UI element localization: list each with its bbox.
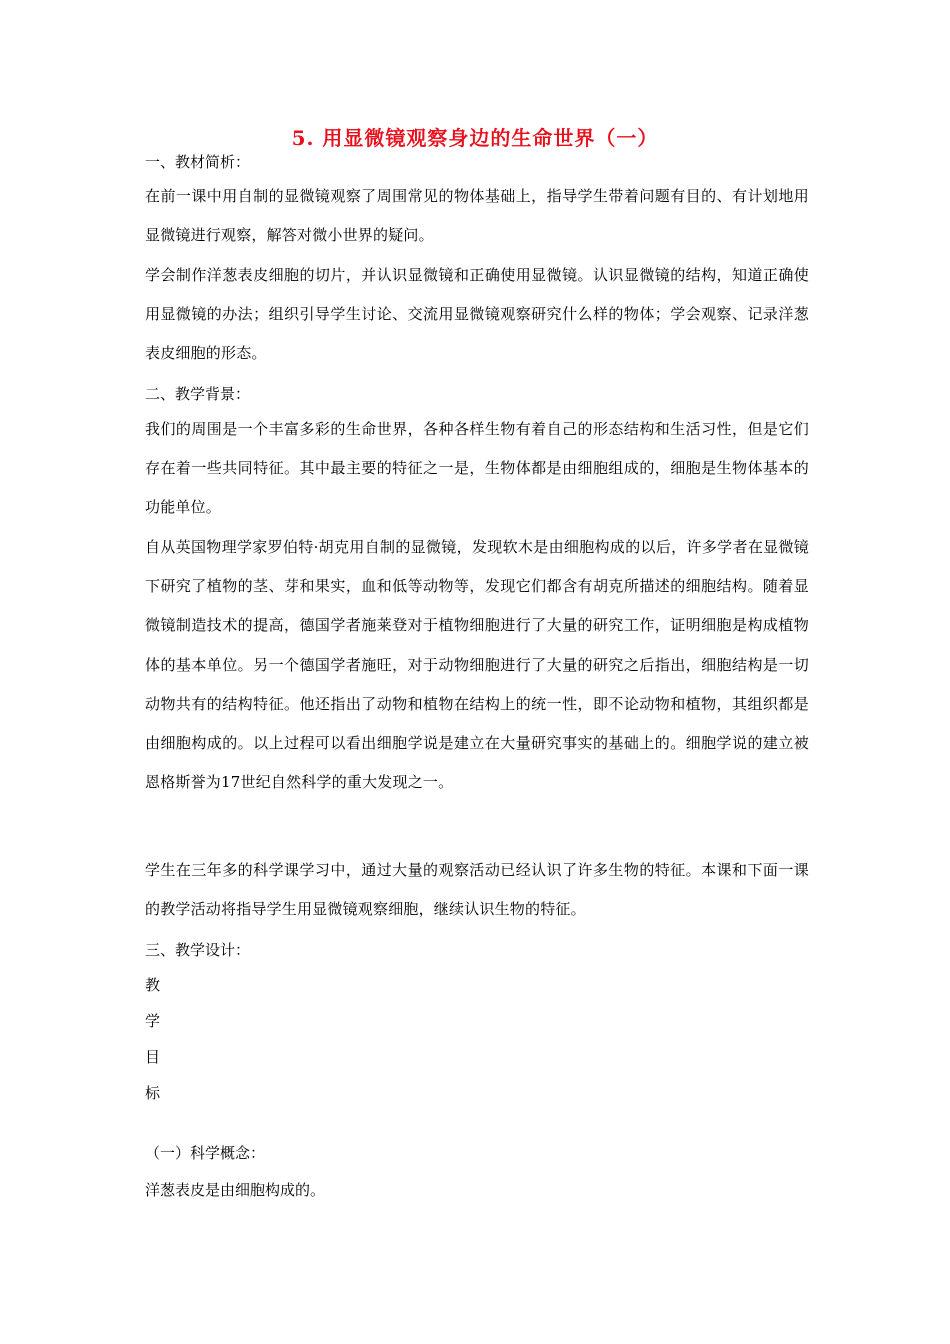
section-heading-design: 三、教学设计：: [145, 941, 251, 959]
paragraph-concepts-1: 洋葱表皮是由细胞构成的。: [145, 1181, 326, 1199]
page-title: 5. 用显微镜观察身边的生命世界（一）: [291, 126, 659, 150]
vertical-char-4: 标: [145, 1084, 161, 1102]
paragraph-background-3: 学生在三年多的科学课学习中，通过大量的观察活动已经认识了许多生物的特征。本课和下面一课的教学活动将指导学生用显微镜观察细胞，继续认识生物的特征。: [145, 861, 809, 919]
paragraph-background-2: 自从英国物理学家罗伯特·胡克用自制的显微镜，发现软木是由细胞构成的以后，许多学者在显微镜下研究了植物的茎、芽和果实，血和低等动物等，发现它们都含有胡克所描述的细胞结构。随着显微镜制造技术的提高，德国学者施莱登对于植物细胞进行了大量的研究工作，证明细胞是构成植物体的基本单位。另一个德国学者施旺，对于动物细胞进行了大量的研究之后指出，细胞结构是一切动物共有的结构特征。他还指出了动物和植物在结构上的统一性，即不论动物和植物，其组织都是由细胞构成的。以上过程可以看出细胞学说是建立在大量研究事实的基础上的。细胞学说的建立被恩格斯誉为17世纪自然科学的重大发现之一。: [145, 538, 809, 792]
paragraph-materials-2: 学会制作洋葱表皮细胞的切片，并认识显微镜和正确使用显微镜。认识显微镜的结构，知道正确使用显微镜的办法；组织引导学生讨论、交流用显微镜观察研究什么样的物体；学会观察、记录洋葱表皮细胞的形态。: [145, 266, 809, 363]
vertical-char-2: 学: [145, 1012, 161, 1030]
vertical-char-1: 教: [145, 976, 161, 994]
vertical-char-3: 目: [145, 1048, 161, 1066]
subsection-heading-concepts: （一）科学概念：: [145, 1144, 266, 1162]
section-heading-background: 二、教学背景：: [145, 385, 251, 403]
paragraph-background-1: 我们的周围是一个丰富多彩的生命世界，各种各样生物有着自己的形态结构和生活习性，但是它们存在着一些共同特征。其中最主要的特征之一是，生物体都是由细胞组成的，细胞是生物体基本的功能单位。: [145, 420, 809, 517]
paragraph-materials-1: 在前一课中用自制的显微镜观察了周围常见的物体基础上，指导学生带着问题有目的、有计划地用显微镜进行观察，解答对微小世界的疑问。: [145, 187, 809, 245]
section-heading-materials: 一、教材简析：: [145, 153, 251, 171]
